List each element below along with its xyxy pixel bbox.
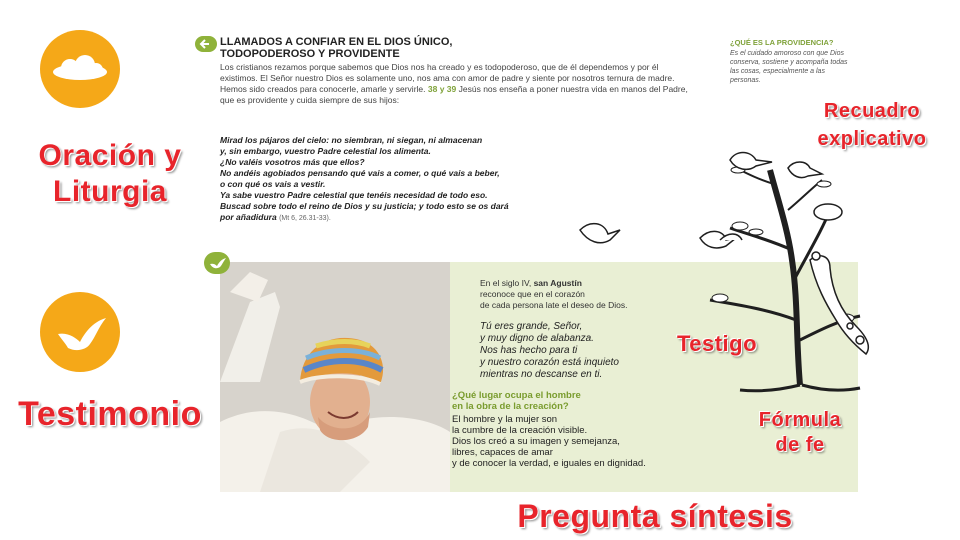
label-testigo: Testigo (676, 331, 758, 356)
label-formula-de-fe: Fórmula de fe (758, 409, 842, 456)
page-body-text-2: Jesús nos enseña a poner nuestra vida en manos del Padre, que es providente y cuida siempre de sus hijos: (220, 84, 688, 105)
cloud-icon (40, 30, 120, 108)
dove-icon (40, 292, 120, 372)
synthesis-answer: El hombre y la mujer son la cumbre de la creación visible. Dios los creó a su imagen y semejanza, libres, capaces de amar y de conocer la verdad, e iguales en dignidad. (452, 414, 646, 469)
synthesis-question: ¿Qué lugar ocupa el hombre en la obra de la creación? (452, 390, 581, 412)
providence-text: Es el cuidado amoroso con que Dios conserva, sostiene y acompaña todas las cosas, especialmente a las personas. (730, 50, 848, 84)
dove-badge-icon (204, 252, 230, 274)
label-testimonio: Testimonio (18, 395, 202, 433)
page-body-text: Los cristianos rezamos porque sabemos que Dios nos ha creado y es todopoderoso, que de él dependemos y por él existimos. El Señor nuestro Dios es solamente uno, nos ama con amor de padre y siente por nosotros ternura de madre. Hemos sido creados para conocerle, amarle y servirle. (220, 62, 675, 94)
providence-box (730, 38, 850, 85)
page-heading: LLAMADOS A CONFIAR EN EL DIOS ÚNICO, TODOPODEROSO Y PROVIDENTE (220, 36, 453, 60)
synthesis-question-box (452, 390, 772, 469)
testimonio-circle-icon (40, 292, 120, 372)
gospel-citation: (Mt 6, 26.31-33). (279, 215, 331, 222)
oracion-circle-icon (40, 30, 120, 108)
label-pregunta-sintesis: Pregunta síntesis (517, 498, 793, 534)
tree-illustration (560, 140, 890, 400)
arrow-icon (195, 36, 217, 52)
gospel-quote-text: Mirad los pájaros del cielo: no siembran, ni siegan, ni almacenan y, sin embargo, vuestro Padre celestial los alimenta. ¿No valéis vosotros más que ellos? No andéis agobiados pensando qué vais a comer, o qué vais a beber, o con qué os vais a vestir. Ya sabe vuestro Padre celestial que tenéis necesidad de todo eso. Buscad sobre todo el reino de Dios y su justicia; y todo esto se os dará por añadidura (220, 135, 509, 222)
page-body (220, 62, 690, 106)
page-ref: 38 y 39 (427, 84, 457, 94)
young-man-photo (220, 262, 450, 492)
testimony-intro-post: reconoce que en el corazón de cada persona late el deseo de Dios. (480, 289, 628, 310)
label-recuadro-explicativo: Recuadro explicativo (817, 100, 927, 150)
label-oracion-liturgia: Oración y Liturgia (38, 139, 182, 208)
providence-question: ¿QUÉ ES LA PROVIDENCIA? (730, 38, 834, 47)
testimony-intro: En el siglo IV, (480, 278, 534, 288)
augustine-verse: Tú eres grande, Señor, y muy digno de alabanza. Nos has hecho para ti y nuestro corazón está inquieto mientras no descanse en ti. (480, 321, 619, 380)
testimony-name: san Agustín (533, 278, 582, 288)
